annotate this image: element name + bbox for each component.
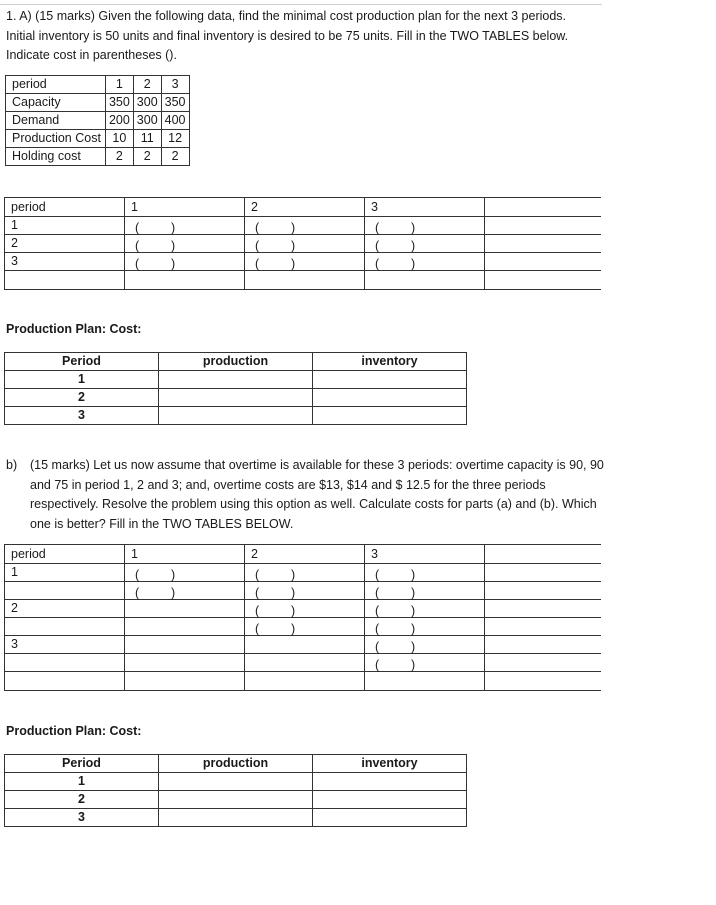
cost-cell[interactable]: ( ): [245, 217, 365, 235]
plan-cell[interactable]: [159, 791, 313, 809]
plan-header-inventory: inventory: [313, 755, 467, 773]
cell: 300: [133, 94, 161, 112]
cost-cell[interactable]: ( ): [365, 618, 485, 636]
question-a-text: 1. A) (15 marks) Given the following data, find the minimal cost production plan for the next 3 periods. Initial inventory is 50 units and final inventory is desired to be 75 units. Fill in the TWO TABLES below. Indicate cost in parentheses ().: [6, 9, 569, 62]
grid-cell[interactable]: [485, 253, 602, 271]
data-row-holding-cost: [6, 148, 190, 166]
cost-cell[interactable]: ( ): [365, 636, 485, 654]
grid-cell: [485, 198, 602, 217]
grid-cell: [5, 582, 125, 600]
cost-cell[interactable]: ( ): [125, 217, 245, 235]
row-label: Demand: [6, 112, 106, 130]
cost-cell[interactable]: ( ): [245, 235, 365, 253]
grid-cell[interactable]: [485, 271, 602, 290]
plan-header-production: production: [159, 755, 313, 773]
plan-period: 1: [5, 371, 159, 389]
plan-a-title: Production Plan: Cost:: [6, 322, 142, 336]
plan-period: 2: [5, 791, 159, 809]
grid-row-label: 3: [5, 253, 125, 271]
grid-row-label: 3: [5, 636, 125, 654]
cost-cell[interactable]: ( ): [125, 235, 245, 253]
cost-cell[interactable]: ( ): [365, 253, 485, 271]
grid-header-col: 1: [125, 545, 245, 564]
plan-cell[interactable]: [159, 407, 313, 425]
row-label: Production Cost: [6, 130, 106, 148]
transport-grid-b: [4, 544, 601, 691]
cell: 350: [161, 94, 189, 112]
top-rule: [0, 4, 602, 5]
transport-grid-a: [4, 197, 601, 290]
cell: 1: [105, 76, 133, 94]
cell: 2: [105, 148, 133, 166]
grid-cell: [5, 654, 125, 672]
grid-row-label: 2: [5, 235, 125, 253]
plan-header-period: Period: [5, 755, 159, 773]
cell: 10: [105, 130, 133, 148]
grid-header-col: 3: [365, 198, 485, 217]
grid-cell[interactable]: [245, 636, 365, 654]
plan-b-title: Production Plan: Cost:: [6, 724, 142, 738]
cost-cell[interactable]: ( ): [365, 235, 485, 253]
grid-cell[interactable]: [245, 672, 365, 691]
grid-row-label: 2: [5, 600, 125, 618]
grid-cell[interactable]: [125, 271, 245, 290]
row-label: Capacity: [6, 94, 106, 112]
cell: 300: [133, 112, 161, 130]
plan-table-b: [4, 754, 467, 827]
cost-cell[interactable]: ( ): [125, 582, 245, 600]
grid-row-label: 1: [5, 564, 125, 582]
cell: 2: [133, 76, 161, 94]
plan-period: 3: [5, 809, 159, 827]
data-row-period: [6, 76, 190, 94]
cost-cell[interactable]: ( ): [245, 618, 365, 636]
data-row-capacity: [6, 94, 190, 112]
plan-header-production: production: [159, 353, 313, 371]
plan-cell[interactable]: [313, 407, 467, 425]
plan-cell[interactable]: [159, 389, 313, 407]
grid-header-period: period: [5, 545, 125, 564]
plan-cell[interactable]: [313, 371, 467, 389]
grid-cell[interactable]: [5, 672, 125, 691]
grid-cell[interactable]: [125, 600, 245, 618]
plan-cell[interactable]: [159, 371, 313, 389]
grid-cell[interactable]: [245, 271, 365, 290]
cell: 200: [105, 112, 133, 130]
grid-cell[interactable]: [485, 654, 602, 672]
cost-cell[interactable]: ( ): [245, 582, 365, 600]
grid-cell[interactable]: [485, 618, 602, 636]
cost-cell[interactable]: ( ): [245, 564, 365, 582]
plan-cell[interactable]: [159, 773, 313, 791]
plan-period: 1: [5, 773, 159, 791]
grid-cell: [5, 618, 125, 636]
plan-table-a: [4, 352, 467, 425]
grid-cell: [485, 545, 602, 564]
plan-header-period: Period: [5, 353, 159, 371]
plan-cell[interactable]: [159, 809, 313, 827]
cell: 11: [133, 130, 161, 148]
cost-cell[interactable]: ( ): [365, 564, 485, 582]
grid-cell[interactable]: [125, 672, 245, 691]
grid-cell[interactable]: [485, 582, 602, 600]
cost-cell[interactable]: ( ): [125, 253, 245, 271]
grid-cell[interactable]: [5, 271, 125, 290]
grid-cell[interactable]: [125, 618, 245, 636]
cell: 400: [161, 112, 189, 130]
data-row-production-cost: [6, 130, 190, 148]
grid-cell[interactable]: [485, 600, 602, 618]
question-b-text: (15 marks) Let us now assume that overtime is available for these 3 periods: overtime capacity is 90, 90 and 75 in period 1, 2 and 3; and, overtime costs are $13, $14 and $ 12.5 for the three periods respectively. Resolve the problem using this option as well. Calculate costs for parts (a) and (b). Which one is better? Fill in the TWO TABLES BELOW.: [30, 458, 604, 531]
cell: 350: [105, 94, 133, 112]
plan-cell[interactable]: [313, 791, 467, 809]
cell: 2: [161, 148, 189, 166]
grid-cell[interactable]: [485, 672, 602, 691]
row-label: Holding cost: [6, 148, 106, 166]
plan-header-inventory: inventory: [313, 353, 467, 371]
grid-cell[interactable]: [125, 636, 245, 654]
cost-cell[interactable]: ( ): [245, 253, 365, 271]
plan-period: 2: [5, 389, 159, 407]
grid-cell[interactable]: [245, 654, 365, 672]
plan-cell[interactable]: [313, 809, 467, 827]
plan-cell[interactable]: [313, 389, 467, 407]
question-b-label: b): [6, 458, 18, 472]
grid-row-label: 1: [5, 217, 125, 235]
grid-header-col: 3: [365, 545, 485, 564]
grid-cell[interactable]: [365, 271, 485, 290]
cost-cell[interactable]: ( ): [125, 564, 245, 582]
cost-cell[interactable]: ( ): [365, 654, 485, 672]
plan-period: 3: [5, 407, 159, 425]
cell: 2: [133, 148, 161, 166]
cost-cell[interactable]: ( ): [245, 600, 365, 618]
grid-cell[interactable]: [485, 217, 602, 235]
data-table: [5, 75, 190, 166]
grid-header-col: 2: [245, 545, 365, 564]
grid-header-period: period: [5, 198, 125, 217]
grid-cell[interactable]: [485, 564, 602, 582]
grid-cell[interactable]: [485, 235, 602, 253]
grid-header-col: 1: [125, 198, 245, 217]
data-row-demand: [6, 112, 190, 130]
cost-cell[interactable]: ( ): [365, 600, 485, 618]
grid-cell[interactable]: [365, 672, 485, 691]
cost-cell[interactable]: ( ): [365, 217, 485, 235]
grid-cell[interactable]: [485, 636, 602, 654]
cell: 12: [161, 130, 189, 148]
cost-cell[interactable]: ( ): [365, 582, 485, 600]
row-label: period: [6, 76, 106, 94]
plan-cell[interactable]: [313, 773, 467, 791]
grid-header-col: 2: [245, 198, 365, 217]
grid-cell[interactable]: [125, 654, 245, 672]
cell: 3: [161, 76, 189, 94]
